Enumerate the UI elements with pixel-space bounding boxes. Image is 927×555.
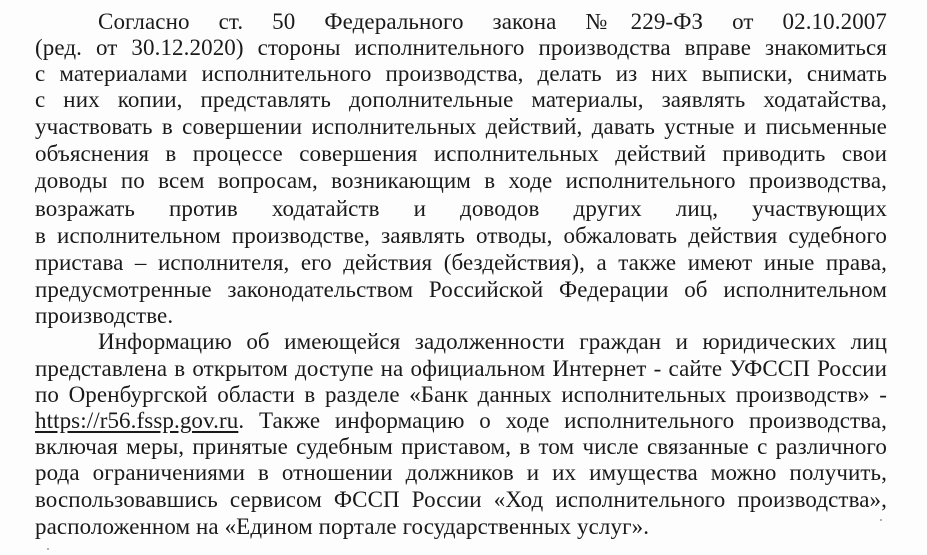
paragraph-line: расположенном на «Едином портале государственных услуг». (35, 514, 650, 539)
paragraph-line: рода ограничениями в отношении должников и их имущества можно получить, (35, 460, 887, 485)
paragraph-line: с них копии, представлять дополнительные материалы, заявлять ходатайства, (35, 87, 887, 112)
paragraph-line: участвовать в совершении исполнительных действий, давать устные и письменные (35, 114, 887, 139)
paragraph-line: пристава – исполнителя, его действия (бездействия), а также имеют иные права, (35, 250, 887, 275)
paragraph-line: с материалами исполнительного производства, делать из них выписки, снимать (35, 61, 887, 86)
paragraph-line: объяснения в процессе совершения исполнительных действий приводить свои (35, 141, 887, 166)
paragraph-line-text: . Также информацию о ходе исполнительного производства, (238, 408, 887, 433)
paragraph-line-with-link (35, 408, 887, 434)
paragraph-line: включая меры, принятые судебным приставом, в том числе связанные с различного (35, 434, 887, 459)
scan-speck (47, 548, 49, 550)
paragraph-line: воспользовавшись сервисом ФССП России «Ход исполнительного производства», (35, 487, 887, 512)
fssp-website-link[interactable]: https://r56.fssp.gov.ru (35, 408, 239, 433)
paragraph-line: в исполнительном производстве, заявлять отводы, обжаловать действия судебного (35, 223, 887, 248)
scan-speck (880, 519, 882, 521)
paragraph-line: производстве. (35, 303, 174, 328)
paragraph-line: предусмотренные законодательством Российской Федерации об исполнительном (35, 277, 887, 302)
paragraph-line: по Оренбургской области в разделе «Банк данных исполнительных производств» - (35, 382, 887, 407)
paragraph-line: возражать против ходатайств и доводов других лиц, участвующих (35, 196, 887, 221)
paragraph-line: Согласно ст. 50 Федерального закона №229-ФЗ от 02.10.2007 (98, 9, 887, 34)
paragraph-line: Информацию об имеющейся задолженности граждан и юридических лиц (98, 329, 887, 354)
paragraph-line: доводы по всем вопросам, возникающим в ходе исполнительного производства, (35, 168, 887, 193)
paragraph-line: (ред. от 30.12.2020) стороны исполнительного производства вправе знакомиться (35, 35, 887, 60)
paragraph-line: представлена в открытом доступе на официальном Интернет - сайте УФССП России (35, 356, 887, 381)
